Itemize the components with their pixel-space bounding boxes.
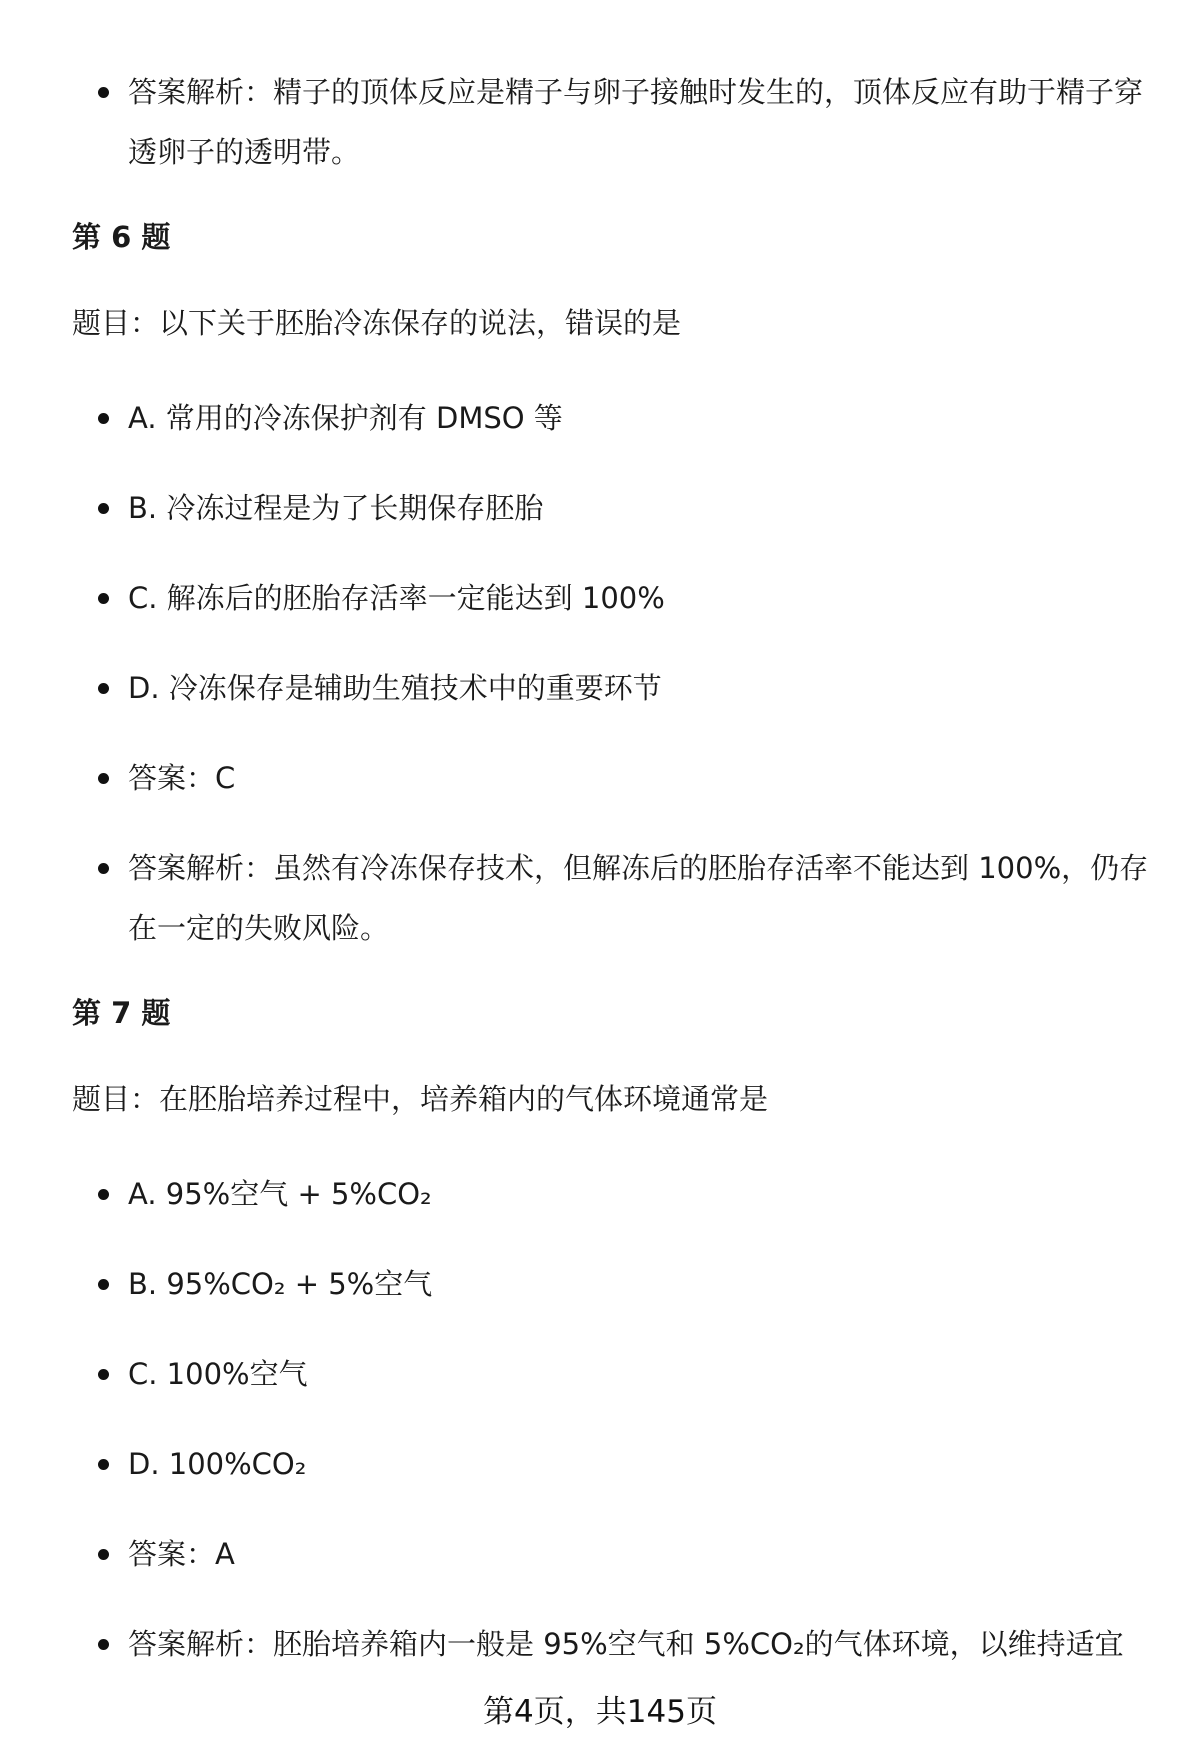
question-6-heading: 第 6 题 <box>72 220 171 254</box>
bullet-dot <box>98 1369 109 1380</box>
option-text: C. 解冻后的胚胎存活率一定能达到 100% <box>128 581 665 615</box>
previous-answer-explanation <box>72 62 1152 182</box>
question-6-option-d <box>72 658 1152 718</box>
option-text: A. 95%空气 + 5%CO₂ <box>128 1177 432 1211</box>
question-7-option-c <box>72 1344 1152 1404</box>
option-text: D. 100%CO₂ <box>128 1447 307 1481</box>
question-6-prompt: 题目：以下关于胚胎冷冻保存的说法，错误的是 <box>72 306 682 340</box>
bullet-dot <box>98 683 109 694</box>
page-number-footer: 第4页，共145页 <box>483 1694 717 1730</box>
bullet-dot <box>98 1189 109 1200</box>
explanation-text: 答案解析：胚胎培养箱内一般是 95%空气和 5%CO₂的气体环境，以维持适宜 <box>128 1627 1124 1661</box>
bullet-dot <box>98 503 109 514</box>
question-6-option-c <box>72 568 1152 628</box>
bullet-dot <box>98 863 109 874</box>
explanation-text: 答案解析：精子的顶体反应是精子与卵子接触时发生的，顶体反应有助于精子穿透卵子的透明带。 <box>128 75 1144 169</box>
question-7-option-d <box>72 1434 1152 1494</box>
bullet-dot <box>98 87 109 98</box>
option-text: A. 常用的冷冻保护剂有 DMSO 等 <box>128 401 563 435</box>
option-text: B. 冷冻过程是为了长期保存胚胎 <box>128 491 544 525</box>
option-text: D. 冷冻保存是辅助生殖技术中的重要环节 <box>128 671 662 705</box>
question-7-option-b <box>72 1254 1152 1314</box>
page-content <box>72 62 1152 1704</box>
bullet-dot <box>98 1639 109 1650</box>
option-text: C. 100%空气 <box>128 1357 308 1391</box>
question-6-option-a <box>72 388 1152 448</box>
bullet-dot <box>98 413 109 424</box>
question-7-heading: 第 7 题 <box>72 996 171 1030</box>
bullet-dot <box>98 1549 109 1560</box>
question-7-option-a <box>72 1164 1152 1224</box>
question-7-answer <box>72 1524 1152 1584</box>
question-6-answer <box>72 748 1152 808</box>
bullet-dot <box>98 773 109 784</box>
question-6-explanation <box>72 838 1152 958</box>
bullet-dot <box>98 1459 109 1470</box>
option-text: B. 95%CO₂ + 5%空气 <box>128 1267 433 1301</box>
question-6-option-b <box>72 478 1152 538</box>
explanation-text: 答案解析：虽然有冷冻保存技术，但解冻后的胚胎存活率不能达到 100%，仍存在一定的失败风险。 <box>128 851 1149 945</box>
answer-text: 答案：C <box>128 761 236 795</box>
bullet-dot <box>98 593 109 604</box>
question-7-explanation <box>72 1614 1152 1674</box>
bullet-dot <box>98 1279 109 1290</box>
answer-text: 答案：A <box>128 1537 235 1571</box>
question-7-prompt: 题目：在胚胎培养过程中，培养箱内的气体环境通常是 <box>72 1082 769 1116</box>
